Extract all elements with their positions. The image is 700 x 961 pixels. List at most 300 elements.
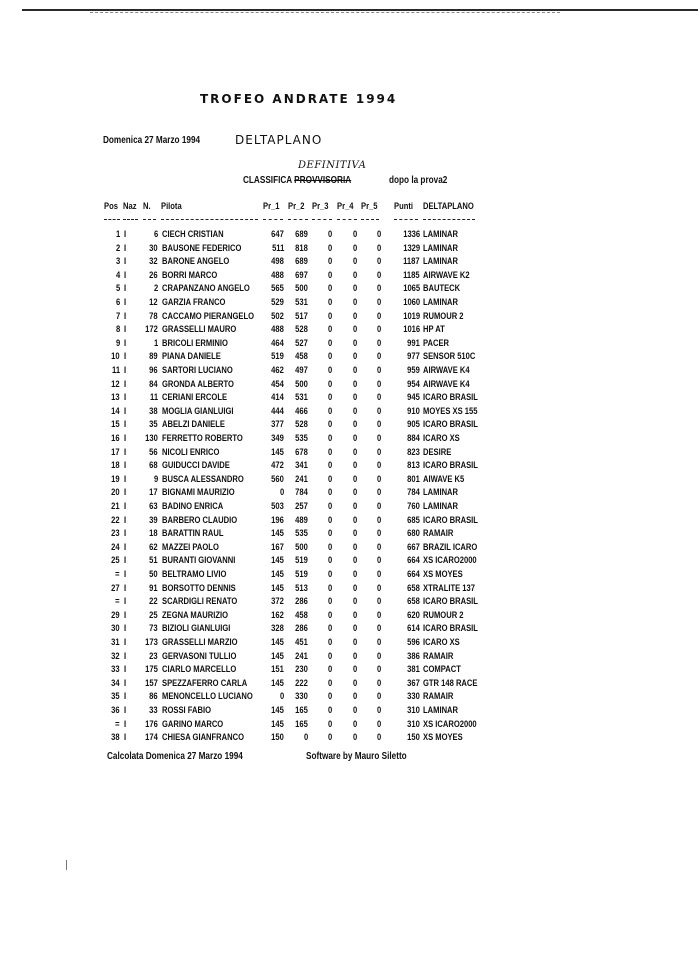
- cell-naz: I: [124, 705, 127, 716]
- cell-pr1: 145: [271, 569, 284, 580]
- cell-pr1: 0: [279, 487, 284, 499]
- cell-naz: I: [124, 664, 127, 676]
- cell-num: 1: [153, 337, 158, 349]
- cell-naz: I: [124, 433, 127, 444]
- col-pilot: Pilota: [161, 201, 182, 212]
- cell-naz: I: [124, 419, 127, 431]
- cell-num: 172: [145, 324, 158, 336]
- cell-pos: 20: [111, 487, 120, 499]
- cell-pos: 4: [115, 269, 120, 281]
- cell-pr4: 0: [352, 650, 357, 662]
- cell-pr3: 0: [327, 392, 332, 404]
- table-row: [0, 555, 700, 569]
- cell-pr3: 0: [327, 378, 332, 390]
- cell-pr5: 0: [376, 365, 381, 376]
- cell-naz: I: [124, 650, 127, 662]
- cell-pr1: 145: [271, 582, 284, 594]
- cell-pr2: 519: [295, 555, 308, 567]
- table-row: [0, 379, 700, 393]
- cell-naz: I: [124, 378, 127, 390]
- cell-pilot: SCARDIGLI RENATO: [162, 596, 238, 608]
- cell-glider: RAMAIR: [423, 528, 454, 540]
- cell-pr1: 145: [271, 528, 284, 540]
- cell-pr4: 0: [352, 637, 357, 648]
- table-row: [0, 528, 700, 542]
- cell-glider: RUMOUR 2: [423, 609, 464, 621]
- cell-points: 813: [407, 460, 420, 472]
- cell-glider: DESIRE: [423, 446, 452, 458]
- cell-naz: I: [124, 501, 127, 512]
- table-row: [0, 419, 700, 433]
- cell-pr1: 145: [271, 637, 284, 648]
- cell-pr1: 503: [271, 501, 284, 512]
- cell-glider: LAMINAR: [423, 487, 459, 499]
- cell-pr2: 451: [295, 637, 308, 648]
- cell-pr3: 0: [327, 705, 332, 716]
- cell-naz: I: [124, 283, 127, 295]
- table-row: [0, 678, 700, 692]
- cell-glider: HP AT: [423, 324, 445, 336]
- cell-pr4: 0: [352, 229, 357, 240]
- cell-points: 959: [407, 365, 420, 376]
- table-row: [0, 651, 700, 665]
- cell-pr2: 513: [295, 582, 308, 594]
- page-title: TROFEO ANDRATE 1994: [200, 92, 398, 106]
- cell-points: 1187: [403, 256, 420, 268]
- cell-num: 63: [149, 501, 158, 512]
- cell-pr2: 500: [295, 283, 308, 295]
- cell-pr1: 414: [271, 392, 284, 404]
- cell-pilot: BARATTIN RAUL: [162, 528, 224, 540]
- cell-pr3: 0: [327, 637, 332, 648]
- cell-pilot: SPEZZAFERRO CARLA: [162, 677, 248, 689]
- event-date: Domenica 27 Marzo 1994: [103, 135, 201, 146]
- cell-pilot: GARINO MARCO: [162, 718, 224, 730]
- cell-pr5: 0: [376, 623, 381, 635]
- cell-pr2: 818: [295, 242, 308, 254]
- cell-pr3: 0: [327, 324, 332, 336]
- cell-pr1: 349: [271, 433, 284, 444]
- cell-naz: I: [124, 691, 127, 703]
- cell-pilot: MAZZEI PAOLO: [162, 541, 219, 553]
- cell-num: 50: [149, 569, 158, 580]
- dash-pr2: [288, 219, 308, 220]
- cell-glider: XS MOYES: [423, 569, 463, 580]
- cell-points: 680: [407, 528, 420, 540]
- cell-pr4: 0: [352, 596, 357, 608]
- cell-pr5: 0: [376, 569, 381, 580]
- cell-pr1: 498: [271, 256, 284, 268]
- cell-num: 17: [149, 487, 158, 499]
- cell-pos: 27: [111, 582, 120, 594]
- col-points: Punti: [394, 201, 413, 212]
- table-row: [0, 569, 700, 583]
- cell-pr1: 145: [271, 705, 284, 716]
- cell-naz: I: [124, 555, 127, 567]
- cell-pr4: 0: [352, 528, 357, 540]
- dash-naz: [123, 219, 138, 220]
- cell-pr1: 565: [271, 283, 284, 295]
- cell-num: 38: [149, 405, 158, 417]
- cell-pr4: 0: [352, 269, 357, 281]
- cell-pr1: 529: [271, 297, 284, 308]
- cell-glider: LAMINAR: [423, 501, 459, 512]
- cell-points: 596: [407, 637, 420, 648]
- table-row: [0, 392, 700, 406]
- cell-naz: I: [124, 460, 127, 472]
- cell-glider: LAMINAR: [423, 242, 459, 254]
- cell-points: 760: [407, 501, 420, 512]
- cell-pos: 34: [111, 677, 120, 689]
- table-row: [0, 338, 700, 352]
- cell-pos: 38: [111, 732, 120, 744]
- cell-pr5: 0: [376, 487, 381, 499]
- dash-pilot: [161, 219, 258, 220]
- cell-pr1: 145: [271, 650, 284, 662]
- cell-points: 664: [407, 569, 420, 580]
- cell-num: 30: [149, 242, 158, 254]
- table-row: [0, 365, 700, 379]
- table-row: [0, 229, 700, 243]
- cell-pr1: 151: [271, 664, 284, 676]
- cell-pr3: 0: [327, 732, 332, 744]
- cell-naz: I: [124, 446, 127, 458]
- table-row: [0, 664, 700, 678]
- cell-pr2: 241: [295, 473, 308, 485]
- cell-pos: 1: [115, 229, 120, 240]
- cell-naz: I: [124, 324, 127, 336]
- scan-speck: [66, 860, 67, 870]
- cell-pr2: 500: [295, 541, 308, 553]
- cell-num: 68: [149, 460, 158, 472]
- cell-pr5: 0: [376, 337, 381, 349]
- cell-pilot: BADINO ENRICA: [162, 501, 224, 512]
- cell-num: 11: [149, 392, 158, 404]
- cell-pilot: NICOLI ENRICO: [162, 446, 220, 458]
- cell-num: 84: [149, 378, 158, 390]
- table-row: [0, 351, 700, 365]
- cell-pr3: 0: [327, 433, 332, 444]
- cell-points: 386: [407, 650, 420, 662]
- cell-pr1: 519: [271, 351, 284, 363]
- cell-pos: 18: [111, 460, 120, 472]
- cell-glider: LAMINAR: [423, 705, 459, 716]
- cell-pos: 33: [111, 664, 120, 676]
- cell-pos: 15: [111, 419, 120, 431]
- cell-pr4: 0: [352, 691, 357, 703]
- category-title: DELTAPLANO: [235, 133, 323, 147]
- cell-pr2: 466: [295, 405, 308, 417]
- cell-pilot: BARONE ANGELO: [162, 256, 230, 268]
- table-row: [0, 433, 700, 447]
- cell-pr4: 0: [352, 392, 357, 404]
- cell-pr4: 0: [352, 623, 357, 635]
- cell-pr2: 330: [295, 691, 308, 703]
- table-row: [0, 610, 700, 624]
- cell-num: 39: [149, 514, 158, 526]
- cell-pr2: 531: [295, 392, 308, 404]
- cell-pr2: 500: [295, 378, 308, 390]
- cell-pos: =: [115, 718, 120, 730]
- cell-pos: 31: [111, 637, 120, 648]
- cell-naz: I: [124, 677, 127, 689]
- cell-pr1: 464: [271, 337, 284, 349]
- cell-pr4: 0: [352, 677, 357, 689]
- cell-pr5: 0: [376, 514, 381, 526]
- cell-pilot: CIECH CRISTIAN: [162, 229, 224, 240]
- cell-pr3: 0: [327, 365, 332, 376]
- cell-num: 130: [145, 433, 158, 444]
- cell-pr3: 0: [327, 256, 332, 268]
- cell-pr2: 222: [295, 677, 308, 689]
- cell-glider: ICARO BRASIL: [423, 419, 478, 431]
- cell-pr4: 0: [352, 378, 357, 390]
- cell-pr2: 697: [295, 269, 308, 281]
- cell-pos: 7: [115, 310, 120, 322]
- cell-naz: I: [124, 732, 127, 744]
- cell-num: 174: [145, 732, 158, 744]
- cell-pos: 13: [111, 392, 120, 404]
- cell-points: 664: [407, 555, 420, 567]
- cell-num: 175: [145, 664, 158, 676]
- cell-pos: 16: [111, 433, 120, 444]
- cell-pr1: 162: [271, 609, 284, 621]
- dash-class: [423, 219, 475, 220]
- handwritten-note: DEFINITIVA: [298, 160, 367, 171]
- col-pos: Pos: [104, 201, 118, 212]
- cell-num: 91: [149, 582, 158, 594]
- cell-pr1: 472: [271, 460, 284, 472]
- cell-pilot: CIARLO MARCELLO: [162, 664, 237, 676]
- dash-points: [394, 219, 418, 220]
- cell-pr1: 511: [271, 242, 284, 254]
- table-row: [0, 311, 700, 325]
- cell-pr3: 0: [327, 229, 332, 240]
- cell-points: 658: [407, 596, 420, 608]
- cell-pilot: GRONDA ALBERTO: [162, 378, 234, 390]
- cell-pr5: 0: [376, 269, 381, 281]
- cell-points: 977: [407, 351, 420, 363]
- cell-pos: 24: [111, 541, 120, 553]
- table-row: [0, 283, 700, 297]
- cell-pos: 6: [115, 297, 120, 308]
- cell-num: 35: [149, 419, 158, 431]
- cell-pr5: 0: [376, 596, 381, 608]
- cell-pr4: 0: [352, 310, 357, 322]
- cell-naz: I: [124, 528, 127, 540]
- cell-pr1: 454: [271, 378, 284, 390]
- cell-pr2: 241: [295, 650, 308, 662]
- cell-pr1: 462: [271, 365, 284, 376]
- cell-pos: 9: [115, 337, 120, 349]
- cell-pr4: 0: [352, 433, 357, 444]
- cell-naz: I: [124, 582, 127, 594]
- cell-points: 667: [407, 541, 420, 553]
- cell-pos: 17: [111, 446, 120, 458]
- cell-points: 620: [407, 609, 420, 621]
- classifica-label: [243, 175, 351, 186]
- cell-pr5: 0: [376, 637, 381, 648]
- cell-points: 945: [407, 392, 420, 404]
- cell-pos: 3: [115, 256, 120, 268]
- cell-glider: AIRWAVE K4: [423, 365, 470, 376]
- cell-pilot: BARBERO CLAUDIO: [162, 514, 238, 526]
- classifica-struck-word: PROVVISORIA: [294, 175, 352, 186]
- cell-pos: 5: [115, 283, 120, 295]
- cell-naz: I: [124, 405, 127, 417]
- cell-pr3: 0: [327, 446, 332, 458]
- cell-num: 78: [149, 310, 158, 322]
- table-row: [0, 637, 700, 651]
- cell-points: 150: [407, 732, 420, 744]
- cell-pr2: 784: [295, 487, 308, 499]
- cell-pos: =: [115, 569, 120, 580]
- cell-pos: =: [115, 596, 120, 608]
- cell-pr5: 0: [376, 297, 381, 308]
- cell-num: 33: [149, 705, 158, 716]
- cell-pr2: 528: [295, 419, 308, 431]
- cell-pr3: 0: [327, 473, 332, 485]
- dash-num: [143, 219, 156, 220]
- cell-pr2: 519: [295, 569, 308, 580]
- cell-num: 9: [153, 473, 158, 485]
- cell-pilot: MENONCELLO LUCIANO: [162, 691, 253, 703]
- cell-pr4: 0: [352, 582, 357, 594]
- cell-pilot: BIZIOLI GIANLUIGI: [162, 623, 231, 635]
- table-row: [0, 474, 700, 488]
- cell-pr3: 0: [327, 596, 332, 608]
- cell-pr2: 689: [295, 256, 308, 268]
- cell-points: 784: [407, 487, 420, 499]
- cell-pr3: 0: [327, 541, 332, 553]
- cell-pilot: GUIDUCCI DAVIDE: [162, 460, 230, 472]
- cell-points: 658: [407, 582, 420, 594]
- cell-pr4: 0: [352, 419, 357, 431]
- col-pr5: Pr_5: [361, 201, 378, 212]
- cell-pos: 11: [111, 365, 120, 376]
- cell-points: 330: [407, 691, 420, 703]
- cell-num: 73: [149, 623, 158, 635]
- cell-pr2: 165: [295, 718, 308, 730]
- cell-pr2: 535: [295, 528, 308, 540]
- cell-pos: 30: [111, 623, 120, 635]
- cell-glider: LAMINAR: [423, 229, 459, 240]
- cell-pr5: 0: [376, 677, 381, 689]
- cell-pr5: 0: [376, 419, 381, 431]
- cell-pr2: 286: [295, 596, 308, 608]
- cell-pr2: 678: [295, 446, 308, 458]
- cell-pilot: ABELZI DANIELE: [162, 419, 225, 431]
- cell-pr4: 0: [352, 487, 357, 499]
- cell-glider: ICARO BRASIL: [423, 392, 478, 404]
- cell-pr5: 0: [376, 405, 381, 417]
- cell-pr4: 0: [352, 337, 357, 349]
- cell-pilot: PIANA DANIELE: [162, 351, 221, 363]
- cell-pr4: 0: [352, 705, 357, 716]
- cell-pr3: 0: [327, 351, 332, 363]
- cell-glider: XS ICARO2000: [423, 718, 477, 730]
- cell-glider: LAMINAR: [423, 297, 459, 308]
- cell-glider: BRAZIL ICARO: [423, 541, 478, 553]
- header-underline: [0, 213, 700, 227]
- table-row: [0, 501, 700, 515]
- cell-glider: MOYES XS 155: [423, 405, 478, 417]
- cell-naz: I: [124, 392, 127, 404]
- col-pr2: Pr_2: [288, 201, 305, 212]
- table-row: [0, 691, 700, 705]
- cell-pr4: 0: [352, 501, 357, 512]
- cell-pilot: ROSSI FABIO: [162, 705, 211, 716]
- cell-num: 6: [153, 229, 158, 240]
- cell-naz: I: [124, 256, 127, 268]
- cell-pr5: 0: [376, 650, 381, 662]
- table-row: [0, 583, 700, 597]
- cell-num: 173: [145, 637, 158, 648]
- cell-points: 1336: [403, 229, 420, 240]
- cell-pr5: 0: [376, 718, 381, 730]
- cell-pr2: 165: [295, 705, 308, 716]
- cell-glider: XS ICARO2000: [423, 555, 477, 567]
- cell-pr4: 0: [352, 460, 357, 472]
- cell-pilot: MOGLIA GIANLUIGI: [162, 405, 234, 417]
- cell-pr4: 0: [352, 256, 357, 268]
- table-row: [0, 447, 700, 461]
- cell-points: 991: [407, 337, 420, 349]
- cell-pilot: ZEGNA MAURIZIO: [162, 609, 229, 621]
- cell-pr3: 0: [327, 555, 332, 567]
- cell-points: 801: [407, 473, 420, 485]
- cell-points: 823: [407, 446, 420, 458]
- cell-num: 12: [149, 297, 158, 308]
- cell-pr3: 0: [327, 337, 332, 349]
- cell-num: 96: [149, 365, 158, 376]
- cell-pr5: 0: [376, 555, 381, 567]
- cell-pr2: 527: [295, 337, 308, 349]
- cell-pilot: CACCAMO PIERANGELO: [162, 310, 255, 322]
- cell-glider: AIWAVE K5: [423, 473, 465, 485]
- cell-naz: I: [124, 623, 127, 635]
- cell-pr4: 0: [352, 297, 357, 308]
- cell-pr4: 0: [352, 242, 357, 254]
- cell-pos: 23: [111, 528, 120, 540]
- cell-pr1: 502: [271, 310, 284, 322]
- cell-pr5: 0: [376, 433, 381, 444]
- dash-pr1: [263, 219, 283, 220]
- col-pr1: Pr_1: [263, 201, 280, 212]
- cell-pr2: 257: [295, 501, 308, 512]
- cell-points: 1185: [403, 269, 420, 281]
- cell-glider: AIRWAVE K2: [423, 269, 470, 281]
- cell-pr1: 145: [271, 677, 284, 689]
- cell-pr5: 0: [376, 324, 381, 336]
- cell-pr5: 0: [376, 229, 381, 240]
- cell-pr4: 0: [352, 283, 357, 295]
- cell-naz: I: [124, 514, 127, 526]
- cell-pr3: 0: [327, 691, 332, 703]
- cell-points: 381: [407, 664, 420, 676]
- table-row: [0, 324, 700, 338]
- dash-pr4: [337, 219, 357, 220]
- cell-pr4: 0: [352, 473, 357, 485]
- cell-pr1: 196: [271, 514, 284, 526]
- cell-pr1: 167: [271, 541, 284, 553]
- cell-naz: I: [124, 351, 127, 363]
- cell-pr1: 488: [271, 324, 284, 336]
- cell-naz: I: [124, 609, 127, 621]
- cell-pos: 22: [111, 514, 120, 526]
- cell-pr3: 0: [327, 664, 332, 676]
- cell-pr5: 0: [376, 283, 381, 295]
